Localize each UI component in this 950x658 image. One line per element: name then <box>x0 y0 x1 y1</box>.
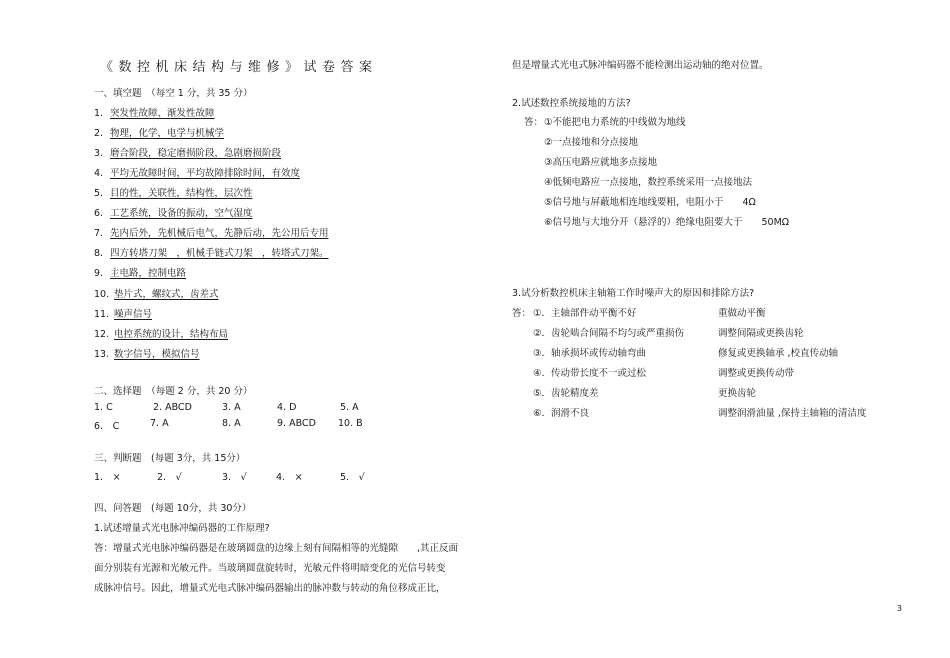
noise-cause: ⑤．齿轮精度差 <box>533 388 599 399</box>
choice-answer: 3. A <box>222 402 241 413</box>
page-number: 3 <box>896 604 902 613</box>
choice-answer: 8. A <box>222 418 241 429</box>
choice-answer: 5. A <box>340 402 359 413</box>
answer-2-prefix: 答： <box>524 117 544 128</box>
fill-item-7: 7. 先内后外，先机械后电气，先静后动，先公用后专用 <box>94 228 329 239</box>
fill-item-1: 1. 突发性故障、渐发性故障 <box>94 108 215 119</box>
noise-fix: 更换齿轮 <box>718 388 757 399</box>
noise-cause: ⑥．润滑不良 <box>533 408 590 419</box>
section2-header: 二、选择题 （每题 2 分，共 20 分） <box>94 386 253 397</box>
fill-item-3: 3. 磨合阶段，稳定磨损阶段，急剧磨损阶段 <box>94 148 282 159</box>
page-title: 《数控机床结构与维修》试卷答案 <box>100 60 378 75</box>
fill-item-8: 8. 四方转塔刀架 ，机械手链式刀架 ，转塔式刀架。 <box>94 248 329 259</box>
fill-item-12: 12. 电控系统的设计，结构布局 <box>94 329 229 340</box>
choice-answer: 7. A <box>150 418 169 429</box>
fill-item-10: 10. 垫片式，螺纹式，齿差式 <box>94 289 219 300</box>
section4-header: 四、问答题 (每题 10分，共 30分） <box>94 503 252 514</box>
fill-item-13: 13. 数字信号，模拟信号 <box>94 349 200 360</box>
answer-1-continuation: 但是增量式光电式脉冲编码器不能检测出运动轴的绝对位置。 <box>512 60 769 71</box>
judge-answer: 4. × <box>276 472 303 483</box>
ground-method-item: ①不能把电力系统的中线做为地线 <box>544 117 686 128</box>
ground-method-item: ②一点接地和分点接地 <box>544 137 639 148</box>
noise-cause: ③．轴承损坏或传动轴弯曲 <box>533 348 647 359</box>
judge-answer: 3. √ <box>222 472 247 483</box>
choice-answer: 1. C <box>94 402 113 413</box>
noise-cause: ②．齿轮啮合间隔不均匀或严重损伤 <box>533 328 685 339</box>
fill-item-9: 9. 主电路，控制电路 <box>94 268 187 279</box>
section3-header: 三、判断题 (每题 3分，共 15分） <box>94 453 246 464</box>
fill-item-4: 4. 平均无故障时间，平均故障排除时间，有效度 <box>94 168 301 179</box>
fill-item-6: 6. 工艺系统，设备的振动，空气湿度 <box>94 208 253 219</box>
fill-item-5: 5. 目的性，关联性，结构性，层次性 <box>94 188 253 199</box>
question-2: 2.试述数控系统接地的方法? <box>512 98 631 109</box>
section1-header: 一、填空题 （每空 1 分，共 35 分） <box>94 88 253 99</box>
choice-answer: 4. D <box>277 402 297 413</box>
question-1: 1.试述增量式光电脉冲编码器的工作原理? <box>94 523 270 534</box>
answer-1-line: 成脉冲信号。因此，增量式光电式脉冲编码器输出的脉冲数与转动的角位移成正比， <box>94 583 446 594</box>
question-3: 3.试分析数控机床主轴箱工作时噪声大的原因和排除方法? <box>512 288 755 299</box>
choice-answer: 6. C <box>94 421 120 432</box>
ground-method-item: ④低频电路应一点接地，数控系统采用一点接地法 <box>544 177 753 188</box>
ground-method-item: ⑤信号地与屏蔽地相连地线要粗，电阻小于 4Ω <box>544 197 756 208</box>
noise-fix: 重做动平衡 <box>718 308 766 319</box>
noise-fix: 调整间隔或更换齿轮 <box>718 328 804 339</box>
noise-fix: 修复或更换轴承 ,校直传动轴 <box>718 348 839 359</box>
fill-item-11: 11. 噪声信号 <box>94 309 153 320</box>
answer-1-line: 面分别装有光源和光敏元件。当玻璃圆盘旋转时，光敏元件将明暗变化的光信号转变 <box>94 563 446 574</box>
judge-answer: 1. × <box>94 472 121 483</box>
answer-1-line: 答：增量式光电脉冲编码器是在玻璃圆盘的边缘上刻有间隔相等的光缝隙 ,其正反面 <box>94 543 459 554</box>
noise-fix: 调整润滑油量 ,保持主轴箱的清洁度 <box>718 408 867 419</box>
noise-fix: 调整或更换传动带 <box>718 368 795 379</box>
ground-method-item: ⑥信号地与大地分开（悬浮的）绝缘电阻要大于 50MΩ <box>544 217 790 228</box>
noise-cause: ①．主轴部件动平衡不好 <box>533 308 637 319</box>
judge-answer: 2. √ <box>157 472 182 483</box>
ground-method-item: ③高压电路应就地多点接地 <box>544 157 658 168</box>
choice-answer: 10. B <box>338 418 363 429</box>
judge-answer: 5. √ <box>340 472 365 483</box>
choice-answer: 2. ABCD <box>153 402 192 413</box>
answer-3-prefix: 答： <box>512 308 532 319</box>
fill-item-2: 2. 物理，化学，电学与机械学 <box>94 128 225 139</box>
choice-answer: 9. ABCD <box>277 418 316 429</box>
noise-cause: ④．传动带长度不一或过松 <box>533 368 647 379</box>
